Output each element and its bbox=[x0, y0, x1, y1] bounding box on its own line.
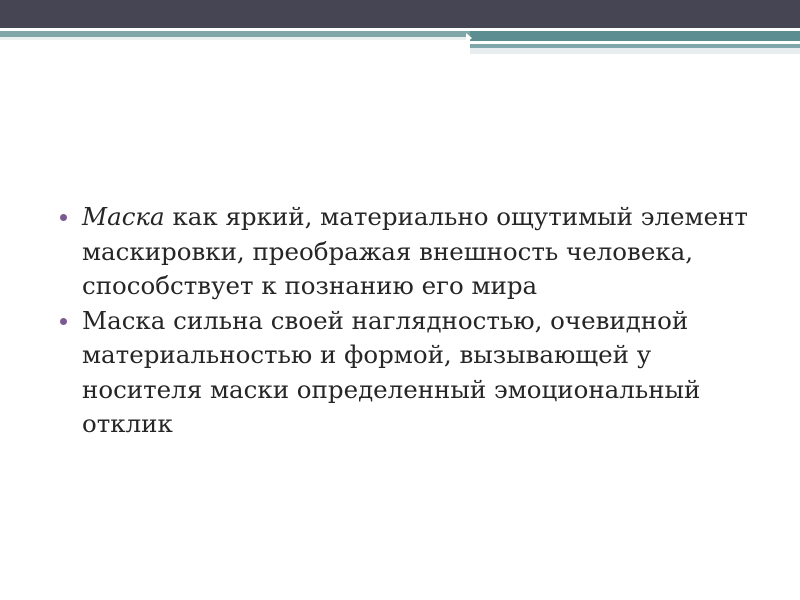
bullet-item-2 bbox=[58, 304, 758, 442]
header-divider-light-left bbox=[0, 37, 470, 40]
bullet-text: Маска сильна своей наглядностью, очевидной материальностью и формой, вызывающей у носителя маски определенный эмоциональный отклик bbox=[82, 305, 701, 438]
header-divider-teal-right bbox=[470, 31, 800, 41]
bullet-item-1 bbox=[58, 200, 758, 304]
bullet-dot-icon bbox=[60, 318, 67, 325]
bullet-text: как яркий, материально ощутимый элемент маскировки, преображая внешность человека, способствует к познанию его мира bbox=[82, 202, 748, 300]
header-bar bbox=[0, 0, 800, 28]
bullet-emphasis: Маска bbox=[82, 202, 165, 231]
bullet-dot-icon bbox=[60, 214, 67, 221]
header-arrow-icon bbox=[466, 33, 472, 43]
bullet-list bbox=[58, 200, 758, 442]
header-divider-light-right bbox=[470, 48, 800, 54]
